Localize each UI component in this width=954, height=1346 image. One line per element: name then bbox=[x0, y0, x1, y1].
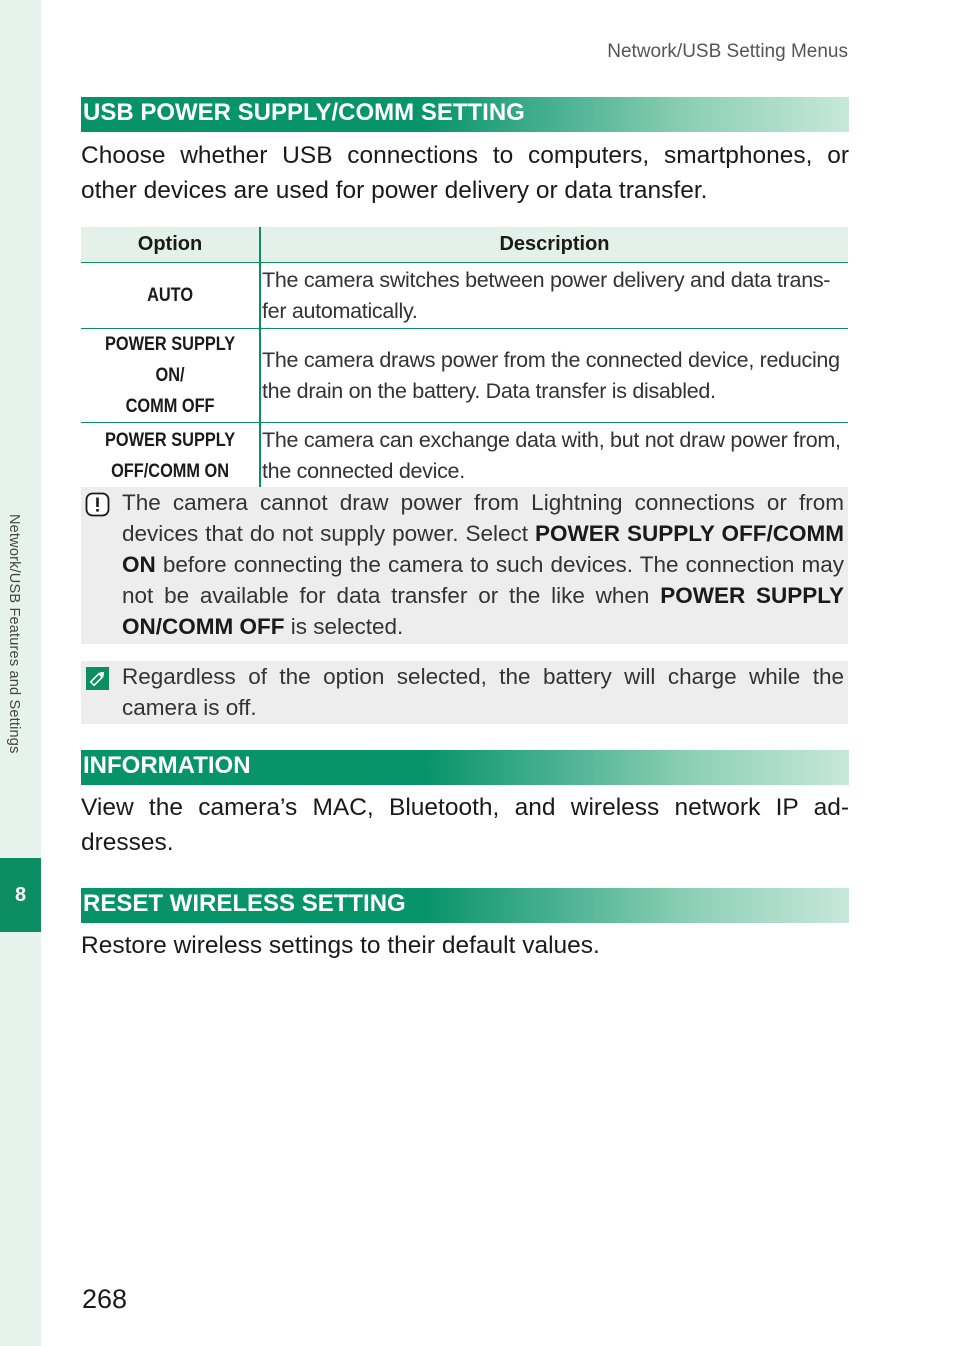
section-title-reset-wireless: RESET WIRELESS SETTING bbox=[81, 888, 849, 923]
caution-text-part: The camera cannot draw power from Lightning connections or from devices that do not supply power. Select bbox=[122, 490, 844, 546]
description-cell: The camera draws power from the connected device, reducing the drain on the battery. Data transfer is disabled. bbox=[260, 329, 848, 423]
information-paragraph: View the camera’s MAC, Bluetooth, and wireless network IP ad-dresses. bbox=[81, 794, 849, 856]
chapter-tab: 8 bbox=[0, 858, 41, 932]
tip-text: Regardless of the option selected, the battery will charge while the camera is off. bbox=[122, 664, 844, 720]
caution-text-part: before connecting the camera to such devices. The connection may not be available for data transfer or the like when bbox=[122, 552, 844, 608]
table-row bbox=[81, 423, 848, 489]
section-title-information: INFORMATION bbox=[81, 750, 849, 785]
table-row bbox=[81, 329, 848, 423]
options-table bbox=[81, 227, 848, 488]
caution-note bbox=[81, 487, 848, 644]
column-header-option: Option bbox=[81, 227, 260, 263]
note-pencil-icon bbox=[85, 666, 110, 691]
running-head: Network/USB Setting Menus bbox=[607, 41, 848, 62]
table-header-row bbox=[81, 227, 848, 263]
option-line: OFF/COMM ON bbox=[111, 460, 230, 482]
option-cell bbox=[94, 329, 248, 423]
table-row bbox=[81, 263, 848, 329]
caution-icon bbox=[85, 492, 110, 517]
option-line: COMM OFF bbox=[125, 396, 215, 417]
section-title-usb-power-supply: USB POWER SUPPLY/COMM SETTING bbox=[81, 97, 849, 132]
usb-intro-paragraph: Choose whether USB connections to computers, smartphones, or other devices are used for power delivery or data transfer. bbox=[81, 142, 849, 204]
tip-note bbox=[81, 661, 848, 724]
caution-option-name: POWER SUPPLY OFF/COMM ON bbox=[122, 521, 845, 577]
option-line: POWER SUPPLY ON/ bbox=[104, 334, 236, 386]
caution-option-name: POWER SUPPLY ON/COMM OFF bbox=[122, 583, 844, 639]
page-number: 268 bbox=[82, 1284, 128, 1314]
caution-text bbox=[122, 490, 844, 639]
description-cell: The camera switches between power delivery and data trans-fer automatically. bbox=[260, 263, 848, 329]
reset-wireless-paragraph: Restore wireless settings to their default values. bbox=[81, 932, 600, 959]
column-header-description: Description bbox=[260, 227, 848, 263]
caution-text-part: is selected. bbox=[284, 614, 404, 639]
option-line: POWER SUPPLY bbox=[104, 429, 236, 451]
option-cell: AUTO bbox=[94, 263, 248, 329]
option-cell bbox=[94, 423, 248, 489]
description-cell: The camera can exchange data with, but not draw power from, the connected device. bbox=[260, 423, 848, 489]
chapter-side-label: Network/USB Features and Settings bbox=[6, 514, 22, 754]
